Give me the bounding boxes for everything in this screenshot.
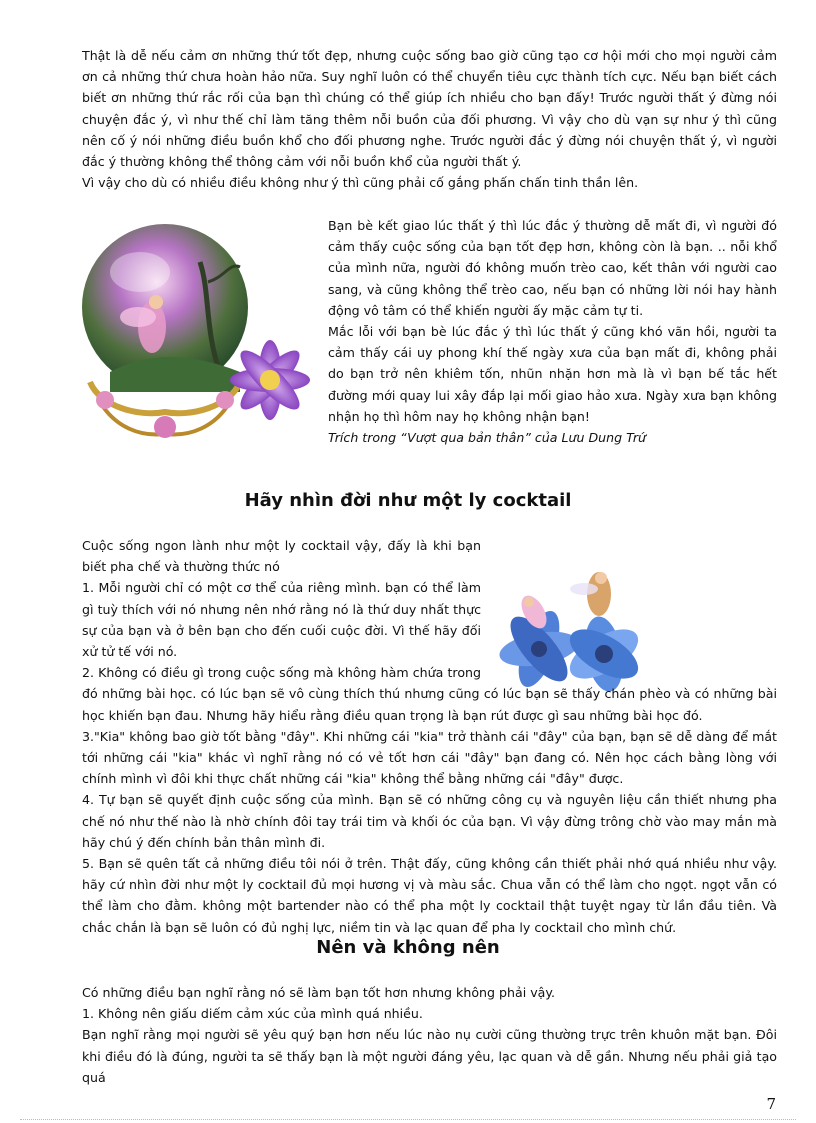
intro-paragraph-1: Thật là dễ nếu cảm ơn những thứ tốt đẹp, nhưng cuộc sống bao giờ cũng tạo cơ hội mới cho mọi người cảm ơn cả những thứ chưa hoàn hảo nữa. Suy nghĩ luôn có thể chuyển tiêu cực thành tích cực. Nếu bạn biết cách biết ơn những thứ rắc rối của bạn thì chúng có thể giúp ích nhiều cho bạn đấy! Trước người thất ý đừng nói chuyện đắc ý, vì như thế chỉ làm tăng thêm nỗi buồn của đối phương. Vì vậy cho dù vạn sự như ý thì cũng nên cố ý nói những điều buồn khổ cho đối phương nghe. Trước người đắc ý đừng nói chuyện thất ý, vì người đắc ý thường không thể thông cảm với nỗi buồn khổ của người thất ý. bbox=[82, 48, 777, 170]
cocktail-item-4: 4. Tự bạn sẽ quyết định cuộc sống của mình. Bạn sẽ có những công cụ và nguyên liệu cần thiết nhưng pha chế nó như thế nào là nhờ chính đôi tay trái tim và khối óc của bạn. Vì vậy đừng trông chờ vào may mắn mà hãy chú ý đến chính bản thân mình đi. bbox=[82, 792, 777, 850]
cocktail-intro: Cuộc sống ngon lành như một ly cocktail vậy, đấy là khi bạn biết pha chế và thường thức nó bbox=[82, 538, 481, 575]
cocktail-item-5: 5. Bạn sẽ quên tất cả những điều tôi nói ở trên. Thật đấy, cũng không cần thiết phải nhớ quá nhiều như vậy. hãy cứ nhìn đời như một ly cocktail đủ mọi hương vị và màu sắc. Chua vẫn có thể làm cho ngọt. ngọt vẫn có thể làm cho đằm. không một bartender nào có thể pha một ly cocktail thật tuyệt ngay từ lần đầu tiên. Và chắc chắn là bạn sẽ luôn có đủ nghị lực, niềm tin và lạc quan để pha ly cocktail cho mình chứ. bbox=[82, 856, 777, 935]
cocktail-heading: Hãy nhìn đời như một ly cocktail bbox=[244, 490, 572, 511]
intro-section bbox=[82, 45, 777, 193]
cocktail-item-3: 3."Kia" không bao giờ tốt bằng "đây". Khi những cái "kia" trở thành cái "đây" của bạn, bạn sẽ dễ dàng để mắt tới những cái "kia" khác vì nghĩ rằng nó có vẻ tốt hơn cái "đây" bạn đang có. Nên học cách bằng lòng với chính mình vì đôi khi thực chất những cái "kia" không thể bằng những cái "đây" được. bbox=[82, 728, 777, 787]
page-bottom-rule bbox=[20, 1119, 796, 1121]
do-dont-intro: Có những điều bạn nghĩ rằng nó sẽ làm bạn tốt hơn nhưng không phải vậy. bbox=[82, 985, 556, 1000]
friends-section bbox=[328, 215, 777, 448]
fairy-globe-image bbox=[80, 222, 320, 444]
cocktail-section bbox=[82, 514, 777, 938]
do-dont-heading: Nên và không nên bbox=[316, 937, 500, 958]
friends-paragraph-2: Mắc lỗi với bạn bè lúc đắc ý thì lúc thất ý cũng khó vãn hồi, người ta cảm thấy cái uy phong khí thế ngày xưa của bạn mất đi, không phải do bạn trở nên khiêm tốn, nhũn nhặn hơn mà là vì bạn bế tắc hết đường mới quay lui xây đắp lại mối giao hảo xưa. Ngày xưa bạn không nhận họ thì hôm nay họ không nhận bạn! bbox=[328, 324, 777, 424]
page-number: 7 bbox=[766, 1095, 776, 1113]
cocktail-item-1: 1. Mỗi người chỉ có một cơ thể của riêng mình. bạn có thể làm gì tuỳ thích với nó nhưng nên nhớ rằng nó là thứ duy nhất thực sự của bạn và ở bên bạn cho đến cuối cuộc đời. Vì thế hãy đối xử tử tế với nó. bbox=[82, 580, 481, 660]
do-dont-section bbox=[82, 982, 777, 1088]
friends-source: Trích trong “Vượt qua bản thân” của Lưu Dung Trứ bbox=[328, 430, 647, 446]
blue-flower-fairy-image bbox=[489, 514, 717, 672]
intro-paragraph-2: Vì vậy cho dù có nhiều điều không như ý thì cũng phải cố gắng phấn chấn tinh thần lên. bbox=[82, 175, 639, 191]
do-dont-item-1: 1. Không nên giấu diếm cảm xúc của mình quá nhiều. bbox=[82, 1006, 423, 1022]
do-dont-body: Bạn nghĩ rằng mọi người sẽ yêu quý bạn hơn nếu lúc nào nụ cười cũng thường trực trên khuôn mặt bạn. Đôi khi điều đó là đúng, người ta sẽ thấy bạn là một người đáng yêu, lạc quan và dễ gần. Nhưng nếu phải giả tạo quá bbox=[82, 1027, 777, 1085]
friends-paragraph-1: Bạn bè kết giao lúc thất ý thì lúc đắc ý thường dễ mất đi, vì người đó cảm thấy cuộc sống của bạn tốt đẹp hơn, không còn là bạn. .. nỗi khổ của mình nữa, người đó không muốn trèo cao, kết thân với người cao sang, và cũng không thể trèo cao, nếu bạn có những lời nói hay hành động vô tâm có thể khiến người ấy mặc cảm tự ti. bbox=[328, 218, 777, 318]
cocktail-item-2: 2. Không có điều gì trong cuộc sống mà không hàm chứa trong đó những bài học. có lúc bạn sẽ vô cùng thích thú nhưng cũng có lúc bạn sẽ thấy chán phèo và có những bài học khiến bạn đau. Nhưng hãy hiểu rằng điều quan trọng là bạn rút được gì sau những bài học đó. bbox=[82, 665, 777, 723]
